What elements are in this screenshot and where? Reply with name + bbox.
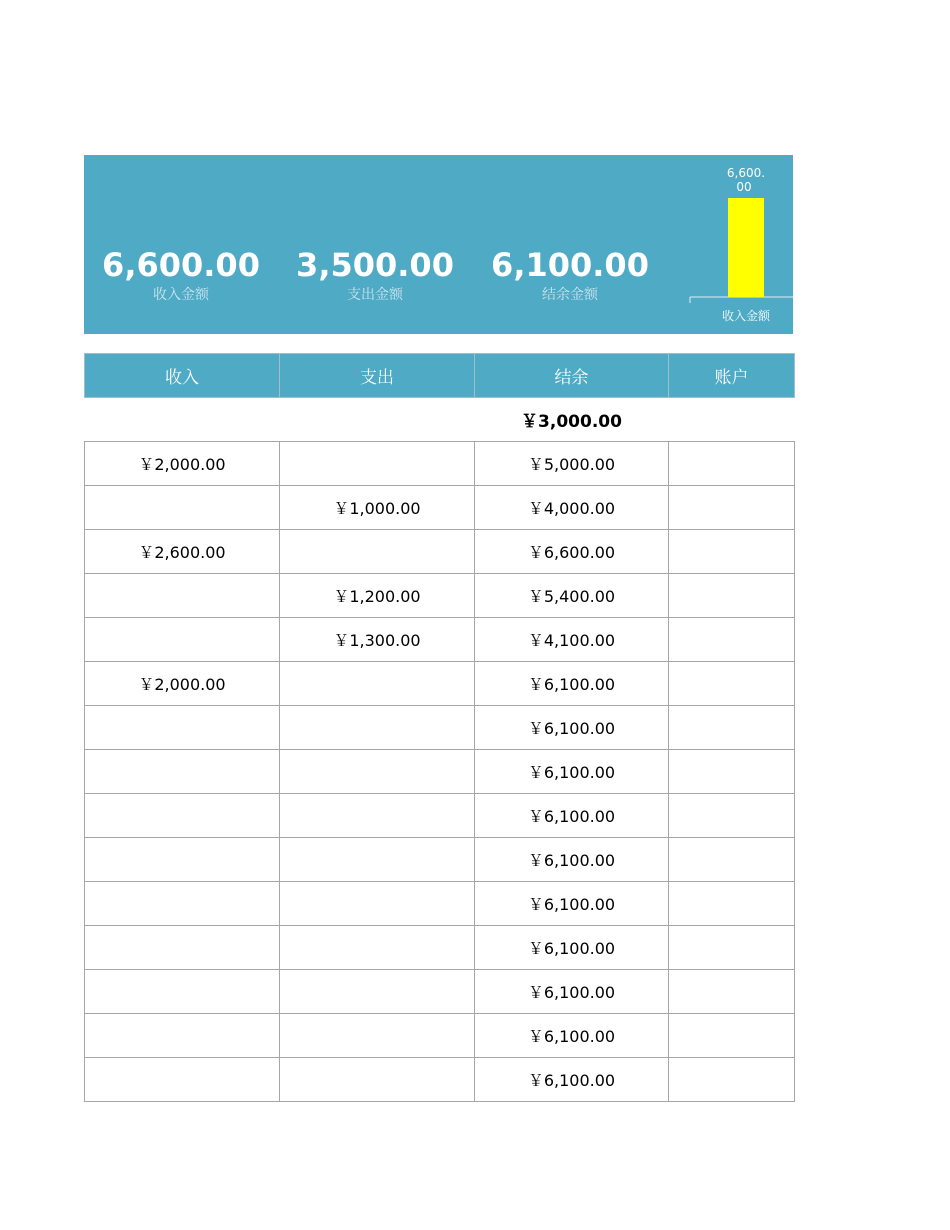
- expense-cell[interactable]: [280, 838, 475, 882]
- account-cell[interactable]: [669, 838, 795, 882]
- table-header-row: [85, 354, 795, 398]
- balance-cell[interactable]: ￥6,100.00: [475, 706, 669, 750]
- balance-kpi: [473, 243, 667, 305]
- account-cell[interactable]: [669, 926, 795, 970]
- expense-label: 支出金额: [347, 287, 403, 303]
- expense-cell[interactable]: [280, 794, 475, 838]
- expense-cell[interactable]: ￥1,000.00: [280, 486, 475, 530]
- table-row: [85, 794, 795, 838]
- income-cell[interactable]: ￥2,000.00: [85, 442, 280, 486]
- income-cell[interactable]: [85, 706, 280, 750]
- table-row: [85, 618, 795, 662]
- chart-category-label: 收入金额: [721, 309, 771, 323]
- income-cell[interactable]: [85, 794, 280, 838]
- table-row: [85, 662, 795, 706]
- account-cell[interactable]: [669, 1058, 795, 1102]
- account-cell[interactable]: [669, 706, 795, 750]
- income-kpi: [84, 243, 278, 305]
- opening-balance-value[interactable]: ￥3,000.00: [475, 398, 669, 442]
- account-cell[interactable]: [669, 750, 795, 794]
- expense-cell[interactable]: [280, 1014, 475, 1058]
- balance-cell[interactable]: ￥4,100.00: [475, 618, 669, 662]
- expense-cell[interactable]: [280, 750, 475, 794]
- table-row: [85, 838, 795, 882]
- balance-cell[interactable]: ￥4,000.00: [475, 486, 669, 530]
- balance-cell[interactable]: ￥6,100.00: [475, 750, 669, 794]
- income-cell[interactable]: [85, 486, 280, 530]
- bar-income: [728, 198, 764, 297]
- account-cell[interactable]: [669, 618, 795, 662]
- account-cell[interactable]: [669, 794, 795, 838]
- header-expense: 支出: [280, 354, 475, 398]
- account-cell[interactable]: [669, 882, 795, 926]
- expense-cell[interactable]: [280, 530, 475, 574]
- account-cell[interactable]: [669, 530, 795, 574]
- header-balance: 结余: [475, 354, 669, 398]
- table-row: [85, 970, 795, 1014]
- balance-cell[interactable]: ￥6,100.00: [475, 926, 669, 970]
- opening-empty-cell: [280, 398, 475, 442]
- income-cell[interactable]: [85, 970, 280, 1014]
- balance-cell[interactable]: ￥5,000.00: [475, 442, 669, 486]
- bar-data-label-cont: 00: [736, 180, 752, 194]
- income-cell[interactable]: [85, 926, 280, 970]
- table-row: [85, 486, 795, 530]
- expense-value: 3,500.00: [296, 246, 454, 284]
- income-cell[interactable]: [85, 750, 280, 794]
- expense-cell[interactable]: [280, 882, 475, 926]
- table-row: [85, 530, 795, 574]
- balance-value: 6,100.00: [491, 246, 649, 284]
- income-cell[interactable]: [85, 618, 280, 662]
- account-cell[interactable]: [669, 970, 795, 1014]
- expense-cell[interactable]: [280, 970, 475, 1014]
- balance-cell[interactable]: ￥6,100.00: [475, 794, 669, 838]
- account-cell[interactable]: [669, 662, 795, 706]
- income-cell[interactable]: [85, 574, 280, 618]
- expense-cell[interactable]: [280, 442, 475, 486]
- expense-cell[interactable]: [280, 706, 475, 750]
- expense-cell[interactable]: ￥1,200.00: [280, 574, 475, 618]
- income-cell[interactable]: ￥2,000.00: [85, 662, 280, 706]
- opening-empty-cell: [85, 398, 280, 442]
- table-row: [85, 926, 795, 970]
- header-account: 账户: [669, 354, 795, 398]
- ledger-table: [84, 353, 795, 1102]
- account-cell[interactable]: [669, 442, 795, 486]
- balance-cell[interactable]: ￥6,100.00: [475, 662, 669, 706]
- balance-cell[interactable]: ￥6,100.00: [475, 838, 669, 882]
- table-row: [85, 442, 795, 486]
- table-row: [85, 1014, 795, 1058]
- opening-empty-cell: [669, 398, 795, 442]
- expense-cell[interactable]: [280, 1058, 475, 1102]
- income-mini-chart: [688, 155, 793, 334]
- balance-cell[interactable]: ￥6,100.00: [475, 1058, 669, 1102]
- balance-cell[interactable]: ￥5,400.00: [475, 574, 669, 618]
- account-cell[interactable]: [669, 1014, 795, 1058]
- balance-cell[interactable]: ￥6,600.00: [475, 530, 669, 574]
- income-cell[interactable]: [85, 1014, 280, 1058]
- balance-cell[interactable]: ￥6,100.00: [475, 882, 669, 926]
- balance-label: 结余金额: [542, 287, 598, 303]
- balance-cell[interactable]: ￥6,100.00: [475, 1014, 669, 1058]
- expense-kpi: [278, 243, 472, 305]
- bar-data-label: 6,600.: [726, 166, 766, 180]
- header-income: 收入: [85, 354, 280, 398]
- table-row: [85, 574, 795, 618]
- income-cell[interactable]: [85, 882, 280, 926]
- opening-balance-row: [85, 398, 795, 442]
- table-row: [85, 750, 795, 794]
- income-label: 收入金额: [153, 287, 209, 303]
- table-row: [85, 706, 795, 750]
- income-cell[interactable]: [85, 1058, 280, 1102]
- expense-cell[interactable]: ￥1,300.00: [280, 618, 475, 662]
- balance-cell[interactable]: ￥6,100.00: [475, 970, 669, 1014]
- expense-cell[interactable]: [280, 926, 475, 970]
- expense-cell[interactable]: [280, 662, 475, 706]
- table-row: [85, 882, 795, 926]
- account-cell[interactable]: [669, 486, 795, 530]
- account-cell[interactable]: [669, 574, 795, 618]
- income-cell[interactable]: ￥2,600.00: [85, 530, 280, 574]
- income-value: 6,600.00: [102, 246, 260, 284]
- table-row: [85, 1058, 795, 1102]
- summary-banner: [84, 155, 793, 334]
- income-cell[interactable]: [85, 838, 280, 882]
